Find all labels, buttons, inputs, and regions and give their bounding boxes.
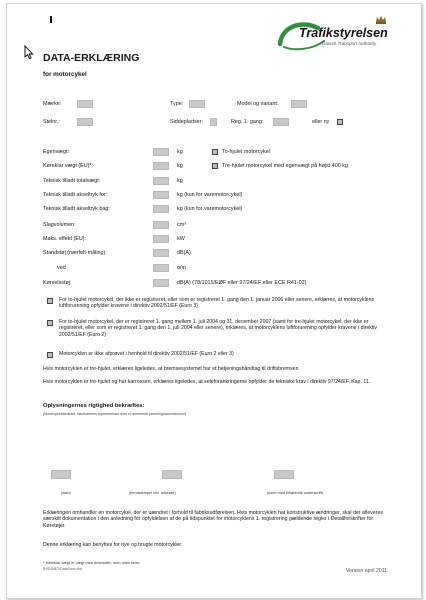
totalvaegt-label: Teknisk tilladt totalvægt: [43,178,101,184]
maerke-field[interactable] [77,100,93,108]
standstoj-unit: dB(A) [177,250,191,256]
signature-caption: (navn med tilhørende underskrift) [267,491,323,495]
text-cursor [50,16,52,23]
version-label: Version april 2011 [346,568,388,574]
footer-usage: Denne erklæring kan benyttes for nye og brugte motorcykler. [43,542,183,548]
eller-ny-checkbox[interactable] [337,119,343,125]
ved-unit: o/m [177,265,186,271]
aksel-bag-field[interactable] [153,205,169,213]
logo-name: Trafikstyrelsen [299,26,388,40]
siddepladser-label: Siddepladser: [170,119,203,125]
stelnr-field[interactable] [77,118,93,126]
stamp-field[interactable] [162,470,182,479]
ved-label: ved [57,265,66,271]
reg-gang-field[interactable] [273,118,289,126]
euro3-checkbox[interactable] [47,298,53,304]
seatbelt-text: Hvis motorcyklen er tre-hjulet og har karrosseri, erklæres ligeledes, at seleforankringerne opfylder de tekniske krav i direktiv 97/24/EF, Kap. 11. [43,379,371,385]
egenvaegt-unit: kg [177,149,183,155]
mouse-pointer-icon [24,45,34,60]
aksel-for-field[interactable] [153,191,169,199]
koereklar-field[interactable] [153,162,169,170]
euro3-text: For to-hjulet motorcykel, der ikke er registreret, eller som er registreret 1. gang den 1. januar 2006 eller senere, erklæres, at motorcyklens luftforurening opfylder kravene i direktiv 2002/51/EF (Euro 3) [59,297,375,310]
document-page [6,3,422,599]
koerselsstoj-field[interactable] [153,279,169,287]
totalvaegt-unit: kg [177,178,183,184]
euro2-checkbox[interactable] [47,320,53,326]
ved-field[interactable] [153,264,169,272]
effekt-unit: kW [177,236,185,242]
eller-ny-label: eller ny [312,119,330,125]
maerke-label: Mærke: [43,101,62,107]
aksel-for-unit: kg (kun for varemotorcykel) [177,192,243,198]
slagvolumen-label: Slagvolumen: [43,222,76,228]
stamp-caption: (firmastempel inkl. adresse) [129,491,176,495]
effekt-field[interactable] [153,235,169,243]
aksel-bag-unit: kg (kun for varemotorcykel) [177,206,243,212]
confirm-heading: Oplysningernes rigtighed bekræftes: [43,403,145,409]
footer-paragraph: Erklæringen omhandler en motorcykel, der er uændret i forhold til fabriksudførelsen. Hvis motorcyklen har konstruktive ændringer, skal der afleveres særskilt dokumentation i den anledning for opfyldelsen af de på tidspunktet for motorcyklens 1. registrering gældende regler i Detailforskrifter for Køretøjer. [43,510,383,529]
model-label: Model og variant: [237,101,279,107]
standstoj-label: Standstøj (nærfelt-måling): [43,250,107,256]
signature-field[interactable] [274,470,294,479]
standstoj-field[interactable] [153,249,169,257]
footnote: * Køreklar vægt er vægt med drivmidler, men uden fører. [43,560,141,565]
slagvolumen-unit: cm³ [177,222,186,228]
euro2-text: For to-hjulet motorcykel, der er registreret 1. gang mellem 1. juli 2004 og 31. december 2007 (samt for tre-hjulet motorcykel, der ikke er registreret, eller som er registreret 1. gang den 1. juli 2004 eller senere), erklæres, at motorcyklens luftforurening opfylder kravene i direktiv 2002/51/EF (Euro 2) [59,319,378,338]
tre-hjulet-checkbox[interactable] [212,163,218,169]
type-label: Type: [170,101,184,107]
koereklar-label: Køreklar vægt (EU)*: [43,163,94,169]
not-tested-text: Motorcyklen er ikke afprøvet i henhold til direktiv 2002/51/EF (Euro 2 eller 3) [59,351,234,357]
model-field[interactable] [291,100,307,108]
tre-hjulet-label: Tre-hjulet motorcykel med egenvægt på højst 400 kg [222,163,348,169]
koerselsstoj-label: Kørselsstøj: [43,280,72,286]
egenvaegt-label: Egenvægt: [43,149,70,155]
confirm-subheading: (Motorcykelfabrikant, fabrikantens repræsentant eller et anerkendt prøvningslaboratorium) [43,412,187,416]
file-path: $:\SUNET\Data3\mc.doc [43,567,83,571]
totalvaegt-field[interactable] [153,177,169,185]
koereklar-unit: kg [177,163,183,169]
aksel-bag-label: Teknisk tilladt akseltryk bag: [43,206,110,212]
document-subtitle: for motorcykel [43,71,87,78]
koerselsstoj-norm: dB(A) (78/1015/EØF eller 97/24/EF eller ECE R41-02) [177,280,307,286]
date-caption: (dato) [61,491,71,495]
type-field[interactable] [189,100,205,108]
effekt-label: Maks. effekt (EU): [43,236,87,242]
logo-tagline: Danish Transport Authority [322,41,377,46]
slagvolumen-field[interactable] [153,221,169,229]
trafikstyrelsen-logo [272,14,412,54]
reg-gang-label: Reg. 1. gang: [231,119,264,125]
document-title: DATA-ERKLÆRING [43,52,140,64]
brake-text: Hvis motorcyklen er tre-hjulet, erklæres ligeledes, at bremsesystemet har et betjeningshåndtag til driftsbremsen [43,366,299,372]
siddepladser-field[interactable] [210,118,217,126]
aksel-for-label: Teknisk tilladt akseltryk for: [43,192,108,198]
to-hjulet-checkbox[interactable] [212,149,218,155]
stelnr-label: Stelnr.: [43,119,60,125]
egenvaegt-field[interactable] [153,148,169,156]
date-field[interactable] [51,470,71,479]
to-hjulet-label: To-hjulet motorcykel [222,149,270,155]
not-tested-checkbox[interactable] [47,352,53,358]
